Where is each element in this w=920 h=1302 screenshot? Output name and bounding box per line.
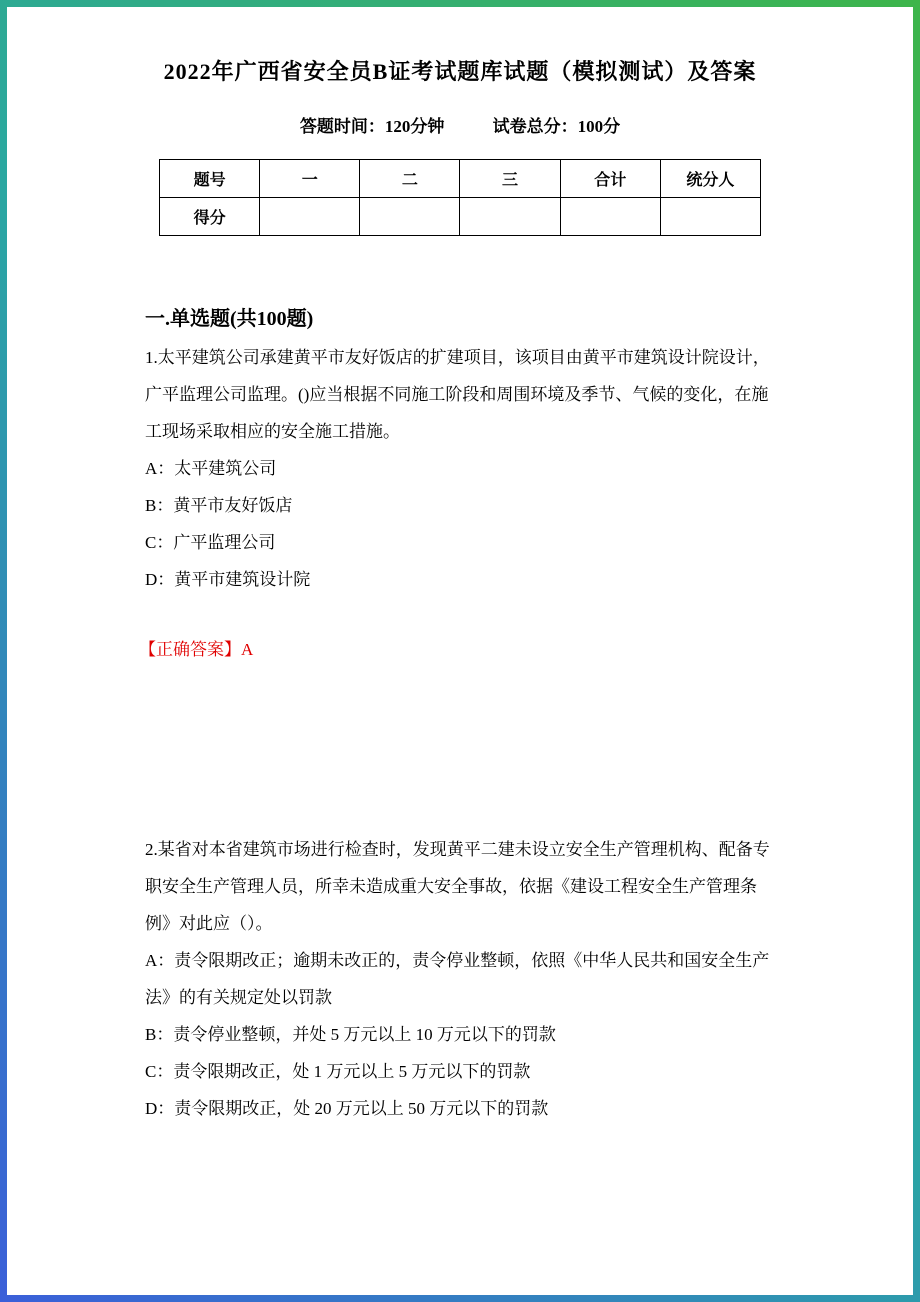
question-2 — [145, 831, 775, 1127]
question-option-b: B：黄平市友好饭店 — [145, 496, 293, 515]
score-cell — [560, 198, 660, 236]
question-option-a: A：责令限期改正；逾期未改正的，责令停业整顿，依照《中华人民共和国安全生产法》的有关规定处以罚款 — [145, 951, 770, 1007]
document-page — [7, 7, 913, 1295]
correct-answer: 【正确答案】A — [139, 640, 254, 659]
question-option-a: A：太平建筑公司 — [145, 459, 277, 478]
score-table-header-cell: 统分人 — [660, 160, 760, 198]
question-text: 1.太平建筑公司承建黄平市友好饭店的扩建项目，该项目由黄平市建筑设计院设计，广平监理公司监理。()应当根据不同施工阶段和周围环境及季节、气候的变化，在施工现场采取相应的安全施工措施。 — [145, 348, 770, 441]
score-cell — [260, 198, 360, 236]
question-option-d: D：黄平市建筑设计院 — [145, 570, 311, 589]
question-option-b: B：责令停业整顿，并处 5 万元以上 10 万元以下的罚款 — [145, 1025, 556, 1044]
question-1 — [139, 339, 775, 668]
score-table-header-cell: 合计 — [560, 160, 660, 198]
document-content — [7, 302, 913, 1127]
question-option-c: C：广平监理公司 — [145, 533, 276, 552]
score-table-header-row — [160, 160, 761, 198]
exam-time: 答题时间：120分钟 — [299, 117, 445, 136]
score-cell — [360, 198, 460, 236]
score-table-header-cell: 三 — [460, 160, 560, 198]
section-heading: 一.单选题(共100题) — [145, 308, 314, 330]
score-row-label: 得分 — [160, 198, 260, 236]
score-table-header-cell: 一 — [260, 160, 360, 198]
score-table-score-row — [160, 198, 761, 236]
exam-total-score: 试卷总分：100分 — [492, 117, 621, 136]
question-option-d: D：责令限期改正，处 20 万元以上 50 万元以下的罚款 — [145, 1099, 549, 1118]
score-table-header-cell: 二 — [360, 160, 460, 198]
score-table-header-cell: 题号 — [160, 160, 260, 198]
exam-meta — [7, 112, 913, 137]
score-table — [159, 159, 761, 236]
score-cell — [460, 198, 560, 236]
question-option-c: C：责令限期改正，处 1 万元以上 5 万元以下的罚款 — [145, 1062, 531, 1081]
page-title: 2022年广西省安全员B证考试题库试题（模拟测试）及答案 — [163, 59, 757, 84]
score-cell — [660, 198, 760, 236]
question-text: 2.某省对本省建筑市场进行检查时，发现黄平二建未设立安全生产管理机构、配备专职安全生产管理人员，所幸未造成重大安全事故，依据《建设工程安全生产管理条例》对此应（）。 — [145, 840, 770, 933]
